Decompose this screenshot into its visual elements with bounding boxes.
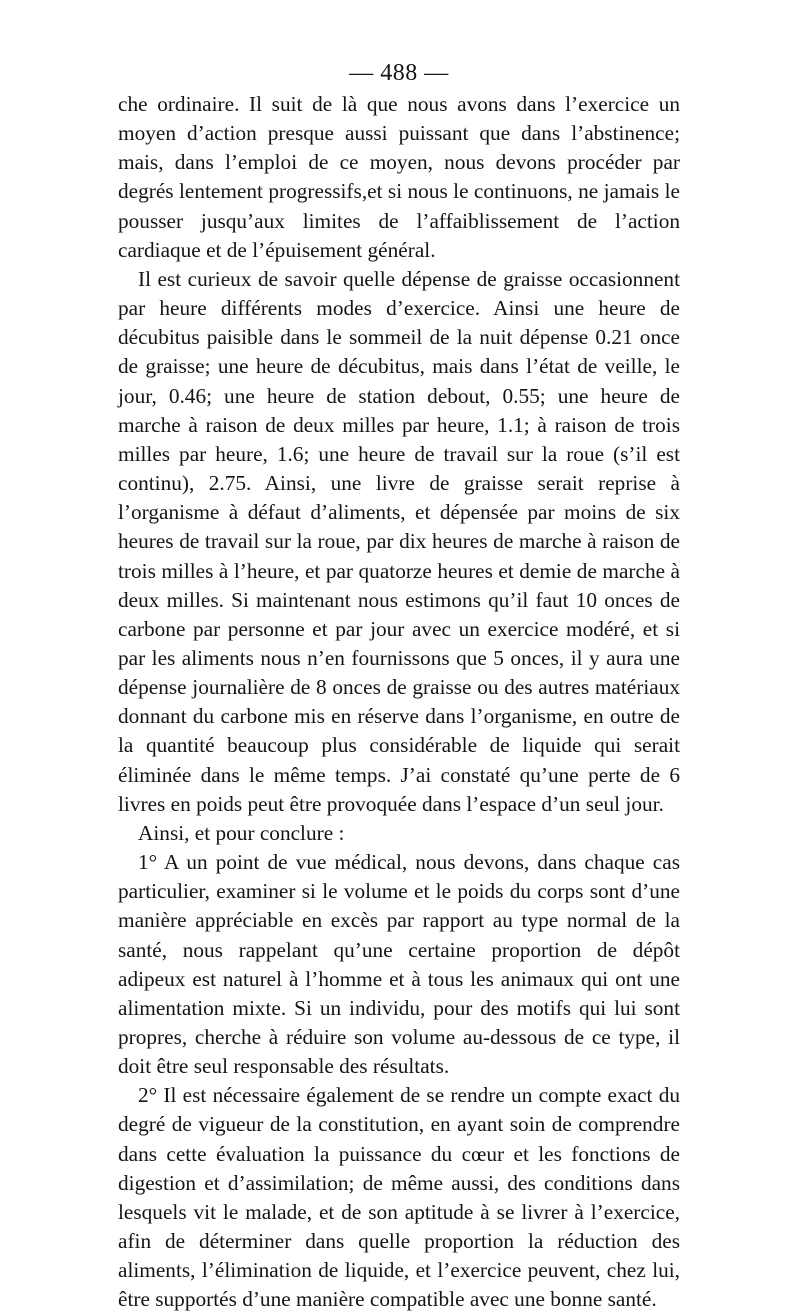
paragraph-point-2: 2° Il est nécessaire également de se rendre un compte exact du degré de vigueur de la constitution, en ayant soin de comprendre dans cette évaluation la puissance du cœur et les fonctions de digestion et d’assimilation; de même aussi, des conditions dans lesquels vit le malade, et de son aptitude à se livrer à l’exercice, afin de déterminer dans quelle proportion la réduction des aliments, l’élimination de liquide, et l’exercice peuvent, chez lui, être supportés d’une manière compatible avec une bonne santé. — [118, 1083, 680, 1312]
page-number: — 488 — — [349, 60, 449, 86]
book-page — [118, 58, 680, 1315]
paragraph-conclusion-intro: Ainsi, et pour conclure : — [138, 820, 345, 845]
paragraph-fat-expenditure: Il est curieux de savoir quelle dépense de graisse occasionnent par heure différents modes d’exercice. Ainsi une heure de décubitus paisible dans le sommeil de la nuit dépense 0.21 once de graisse; une heure de décubitus, mais dans l’état de veille, le jour, 0.46; une heure de station debout, 0.55; une heure de marche à raison de deux milles par heure, 1.1; à raison de trois milles par heure, 1.6; une heure de travail sur la roue (s’il est continu), 2.75. Ainsi, une livre de graisse serait reprise à l’organisme à défaut d’aliments, et dépensée par moins de six heures de travail sur la roue, par dix heures de marche à raison de trois milles à l’heure, et par quatorze heures et demie de marche à deux milles. Si maintenant nous estimons qu’il faut 10 onces de carbone par personne et par jour avec un exercice modéré, et si par les aliments nous n’en fournissons que 5 onces, il y aura une dépense journalière de 8 onces de graisse ou des autres matériaux donnant du carbone mis en réserve dans l’organisme, en outre de la quantité beaucoup plus considérable de liquide qui serait éliminée dans le même temps. J’ai constaté qu’une perte de 6 livres en poids peut être provoquée dans l’espace d’un seul jour. — [118, 266, 680, 816]
paragraph-continuation: che ordinaire. Il suit de là que nous avons dans l’exercice un moyen d’action presque aussi puissant que dans l’abstinence; mais, dans l’emploi de ce moyen, nous devons procéder par degrés lentement progressifs,et si nous le continuons, ne jamais le pousser jusqu’aux limites de l’affaiblissement de l’action cardiaque et de l’épuisement général. — [118, 92, 680, 262]
paragraph-point-1: 1° A un point de vue médical, nous devons, dans chaque cas particulier, examiner si le volume et le poids du corps sont d’une manière appréciable en excès par rapport au type normal de la santé, nous rappelant qu’une certaine proportion de dépôt adipeux est naturel à l’homme et à tous les animaux qui ont une alimentation mixte. Si un individu, pour des motifs qui lui sont propres, cherche à réduire son volume au-dessous de ce type, il doit être seul responsable des résultats. — [118, 850, 680, 1079]
